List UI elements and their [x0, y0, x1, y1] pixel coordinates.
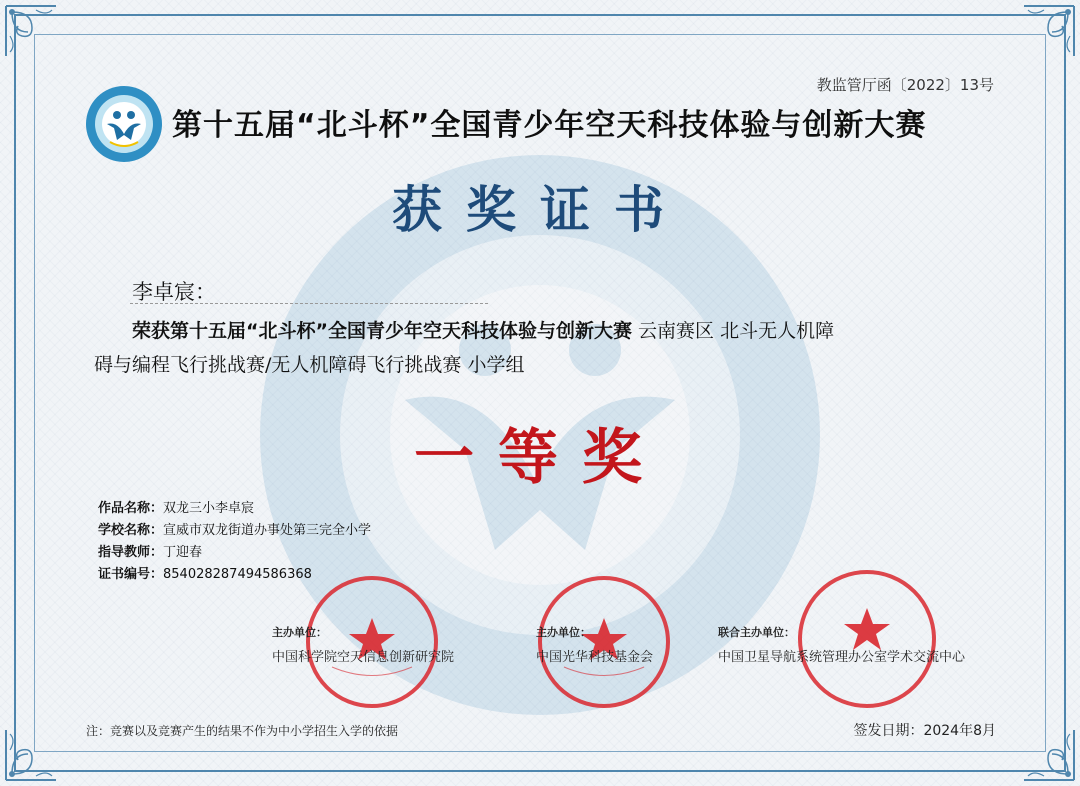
organizer-role: 主办单位： — [272, 626, 327, 639]
issue-date: 签发日期：2024年8月 — [853, 723, 996, 739]
detail-value: 双龙三小李卓宸 — [163, 501, 255, 516]
detail-label: 学校名称： — [98, 523, 164, 538]
citation-event: 云南赛区 北斗无人机障 — [631, 320, 835, 342]
detail-label: 作品名称： — [98, 501, 164, 516]
organizer-name: 中国卫星导航系统管理办公室学术交流中心 — [718, 650, 966, 665]
organizer-role: 主办单位： — [536, 626, 591, 639]
detail-label: 证书编号： — [98, 567, 164, 582]
organizer-2 — [536, 624, 653, 665]
detail-row-school — [98, 520, 371, 542]
detail-row-teacher — [98, 542, 371, 564]
citation-contest: 荣获第十五届“北斗杯”全国青少年空天科技体验与创新大赛 — [132, 320, 632, 342]
organizer-name: 中国光华科技基金会 — [536, 650, 654, 665]
contest-logo-icon — [84, 84, 164, 164]
corner-ornament-icon — [2, 726, 60, 784]
detail-value: 854028287494586368 — [163, 567, 312, 582]
document-number: 教监管厅函〔2022〕13号 — [816, 76, 994, 94]
organizer-name: 中国科学院空天信息创新研究院 — [272, 650, 455, 665]
detail-value: 丁迎春 — [163, 545, 203, 560]
award-level: 一等奖 — [414, 423, 666, 493]
citation-line-1 — [132, 316, 834, 343]
footnote: 注：竞赛以及竞赛产生的结果不作为中小学招生入学的依据 — [86, 724, 399, 738]
corner-ornament-icon — [1020, 2, 1078, 60]
organizer-role: 联合主办单位： — [718, 626, 795, 639]
organizer-1 — [272, 624, 454, 665]
corner-ornament-icon — [1020, 726, 1078, 784]
corner-ornament-icon — [2, 2, 60, 60]
detail-label: 指导教师： — [98, 545, 164, 560]
detail-value: 宣威市双龙街道办事处第三完全小学 — [163, 523, 372, 538]
recipient-name: 李卓宸： — [132, 280, 216, 304]
organizer-3 — [718, 624, 965, 665]
citation-line-2: 碍与编程飞行挑战赛/无人机障碍飞行挑战赛 小学组 — [94, 354, 525, 376]
contest-headline: 第十五届“北斗杯”全国青少年空天科技体验与创新大赛 — [172, 108, 927, 143]
detail-row-work — [98, 498, 371, 520]
certificate-title: 获奖证书 — [392, 180, 688, 239]
name-underline — [130, 303, 488, 304]
